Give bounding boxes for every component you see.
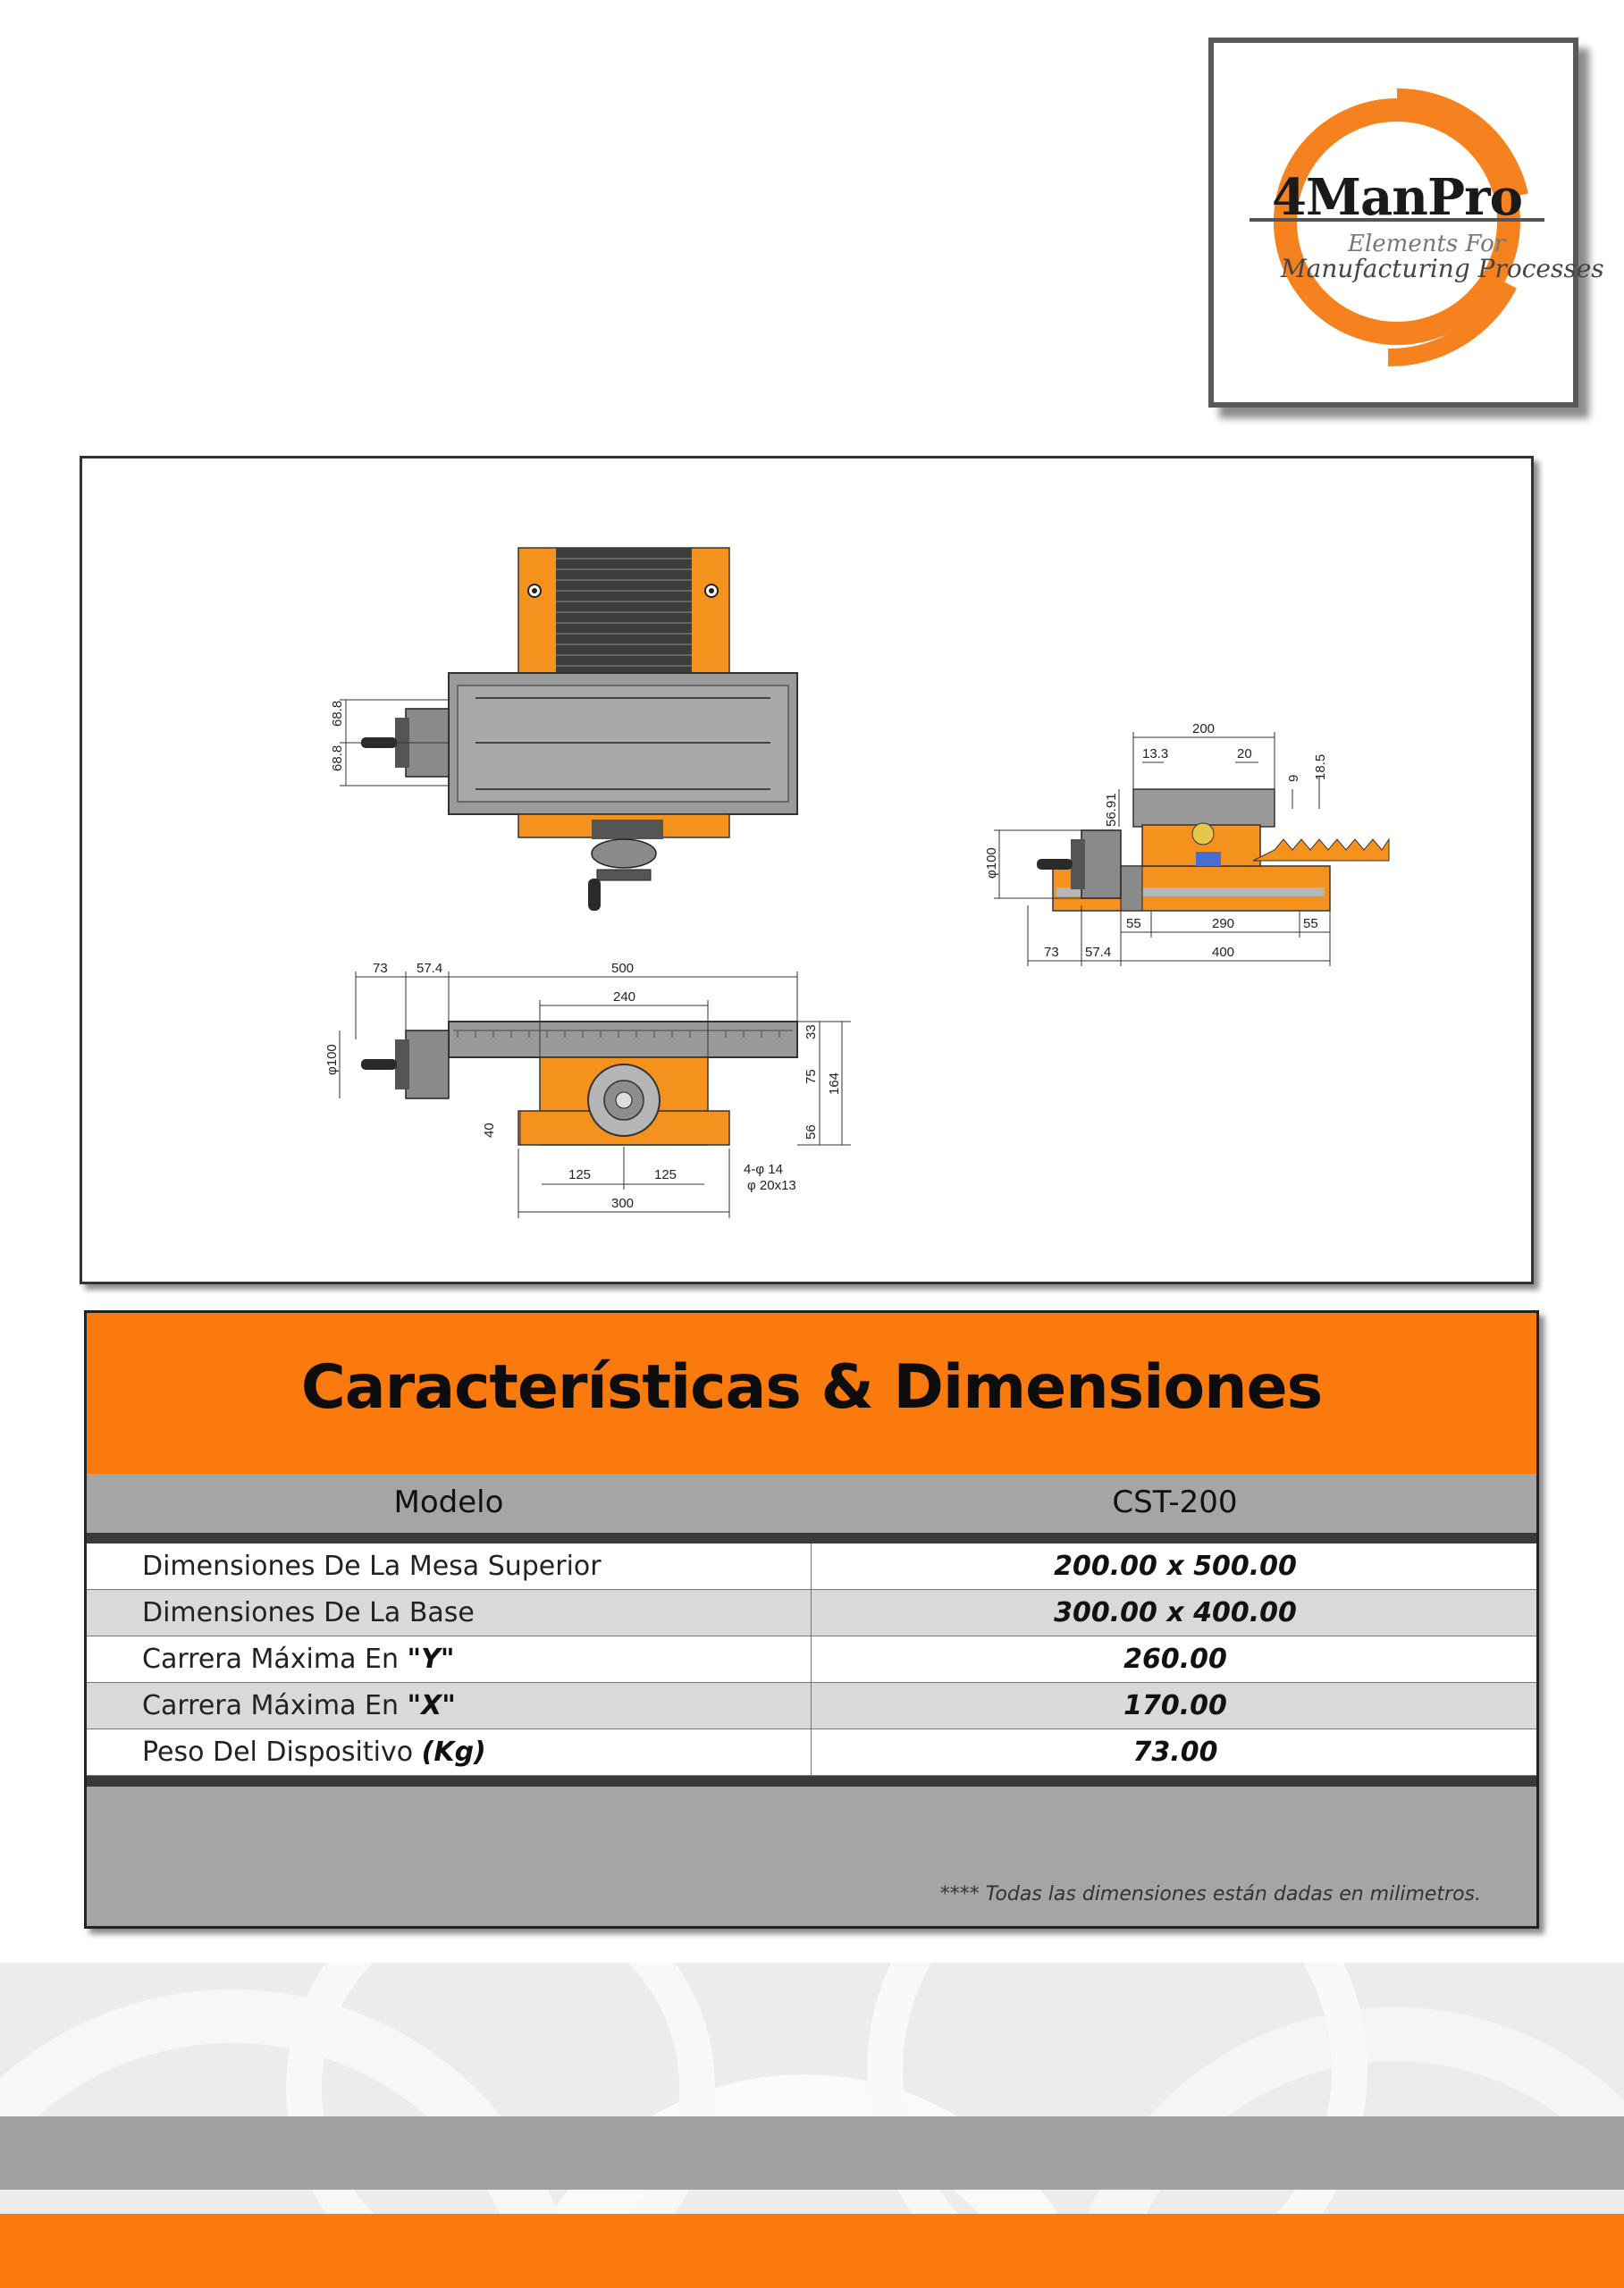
front-dim-164: 164 [827,1072,842,1095]
front-dim-33: 33 [804,1024,819,1039]
front-dim-125a: 125 [568,1167,592,1182]
technical-drawing [82,458,1531,1282]
side-dim-55b: 55 [1303,916,1318,931]
technical-drawing-panel [80,456,1534,1284]
front-dim-75: 75 [804,1069,819,1084]
header-model-value: CST-200 [1112,1485,1238,1520]
top-dim-1: 68.8 [330,700,345,727]
header-divider [87,1533,1536,1544]
side-dim-9: 9 [1286,774,1301,782]
front-dim-300: 300 [611,1196,635,1211]
row-value: 73.00 [1132,1737,1218,1768]
footer-divider [87,1776,1536,1787]
header-model-label: Modelo [393,1485,504,1520]
front-dim-phi100: φ100 [324,1044,340,1075]
front-dim-125b: 125 [654,1167,677,1182]
top-dim-2: 68.8 [330,744,345,771]
front-dim-240: 240 [613,989,636,1005]
row-label: Carrera Máxima En "Y" [142,1644,455,1675]
table-row [87,1590,1536,1636]
table-row [87,1636,1536,1683]
row-value: 300.00 x 400.00 [1054,1597,1297,1628]
side-dim-18-5: 18.5 [1313,753,1328,780]
front-view [324,961,851,1218]
table-row [87,1544,1536,1590]
front-dim-73: 73 [373,961,388,976]
front-hole-note-2: φ 20x13 [747,1178,796,1193]
logo-tagline-line2: Manufacturing Processes [1281,254,1604,283]
spec-rows [87,1544,1536,1776]
footer-orange-band [0,2214,1624,2288]
front-hole-note-1: 4-φ 14 [744,1162,783,1177]
side-dim-20: 20 [1237,746,1252,761]
table-row [87,1683,1536,1729]
row-label: Dimensiones De La Base [142,1597,475,1628]
side-dim-290: 290 [1212,916,1235,931]
row-label: Peso Del Dispositivo (Kg) [142,1737,486,1768]
specifications-table [84,1310,1539,1929]
logo-tagline-line1: Elements For [1348,231,1506,257]
side-dim-55a: 55 [1126,916,1141,931]
spec-title: Características & Dimensiones [300,1352,1323,1423]
side-dim-phi100: φ100 [984,847,999,879]
side-dim-400: 400 [1212,945,1235,960]
row-value: 170.00 [1123,1690,1227,1721]
spec-title-bar [87,1313,1536,1474]
side-dim-56-91: 56.91 [1104,793,1119,827]
table-row [87,1729,1536,1776]
side-view [984,721,1389,966]
row-value: 200.00 x 500.00 [1054,1551,1297,1582]
table-header-row [87,1474,1536,1533]
row-label: Dimensiones De La Mesa Superior [142,1551,602,1582]
front-dim-500: 500 [611,961,635,976]
side-dim-57-4: 57.4 [1085,945,1112,960]
footer-grey-band [0,2116,1624,2190]
side-dim-73: 73 [1044,945,1059,960]
front-dim-57-4: 57.4 [417,961,443,976]
front-dim-56: 56 [804,1124,819,1140]
company-logo [1208,38,1604,408]
row-value: 260.00 [1123,1644,1227,1675]
side-dim-13-3: 13.3 [1142,746,1169,761]
front-dim-40: 40 [482,1123,497,1138]
top-view [330,548,797,911]
row-label: Carrera Máxima En "X" [142,1690,456,1721]
logo-wordmark: 4ManPro [1272,168,1522,227]
units-note: **** Todas las dimensiones están dadas en milimetros. [939,1883,1481,1905]
side-dim-200: 200 [1192,721,1216,736]
